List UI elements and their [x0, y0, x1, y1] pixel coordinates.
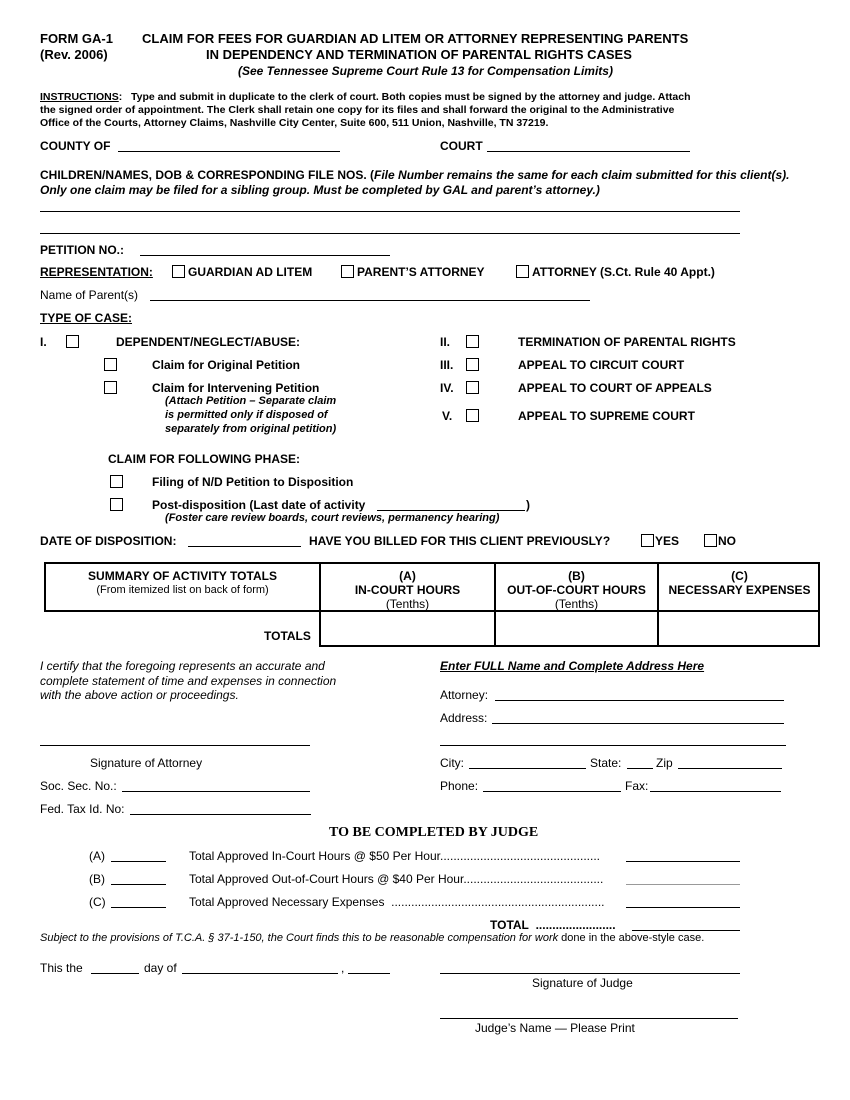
children-note2: Only one claim may be filed for a sibling group. Must be completed by GAL and parent’s attorney.): [40, 183, 600, 197]
judge-total-text: [490, 918, 616, 932]
representation-label: REPRESENTATION:: [40, 265, 153, 279]
instructions-label: INSTRUCTIONS: [40, 91, 119, 103]
col-c-letter: (C): [731, 569, 748, 583]
court-label: COURT: [440, 139, 483, 153]
subject-text-tail: done in the above-style case.: [561, 932, 705, 944]
attorney-signature-field[interactable]: [40, 745, 310, 746]
judge-row-c-dots: ................................................................: [391, 895, 605, 909]
judge-row-a-text: [189, 849, 600, 863]
appeal-court-of-appeals-label: APPEAL TO COURT OF APPEALS: [518, 381, 712, 395]
subject-text-italic: Subject to the provisions of T.C.A. § 37-1-150, the Court finds this to be reasonable compensation for work: [40, 932, 559, 944]
judge-row-c-text: [189, 895, 605, 909]
state-label: State:: [590, 756, 622, 770]
judge-row-c-amount[interactable]: [626, 907, 740, 908]
case-type-5-numeral: V.: [442, 409, 453, 423]
judge-total-label: TOTAL: [490, 918, 529, 932]
parent-name-field[interactable]: [150, 300, 590, 301]
judge-total-amount[interactable]: [632, 930, 740, 931]
intervening-note-1: (Attach Petition – Separate claim: [165, 395, 337, 407]
phone-field[interactable]: [483, 791, 621, 792]
judge-row-a-field[interactable]: [111, 861, 166, 862]
instructions-line3: Office of the Courts, Attorney Claims, Nashville City Center, Suite 600, 511 Union, Nashville, TN 37219.: [40, 117, 549, 129]
ssn-label: Soc. Sec. No.:: [40, 779, 117, 793]
judge-row-a-letter: (A): [89, 849, 105, 863]
fax-label: Fax:: [625, 779, 649, 793]
county-label: COUNTY OF: [40, 139, 111, 153]
judge-row-b-letter: (B): [89, 872, 105, 886]
last-activity-date-field[interactable]: [377, 510, 525, 511]
total-in-court-hours-field[interactable]: [323, 614, 493, 645]
city-field[interactable]: [469, 768, 586, 769]
dependent-neglect-checkbox[interactable]: [66, 335, 79, 348]
summary-title: SUMMARY OF ACTIVITY TOTALS: [88, 569, 277, 583]
attorney-signature-label: Signature of Attorney: [90, 756, 203, 770]
ssn-field[interactable]: [122, 791, 310, 792]
col-a-sub: (Tenths): [385, 597, 430, 611]
judge-row-b-field[interactable]: [111, 884, 166, 885]
date-comma: ,: [341, 961, 345, 975]
intervening-petition-label: Claim for Intervening Petition: [152, 381, 320, 395]
case-type-2-numeral: II.: [440, 335, 451, 349]
judge-row-b-label: Total Approved Out-of-Court Hours @ $40 Per Hour: [189, 872, 464, 886]
case-type-3-numeral: III.: [440, 358, 454, 372]
children-note1: File Number remains the same for each claim submitted for this client(s).: [374, 168, 790, 182]
children-label: CHILDREN/NAMES, DOB & CORRESPONDING FILE NOS. (: [40, 168, 375, 182]
judge-row-a-dots: ................................................: [439, 849, 601, 863]
address-heading: Enter FULL Name and Complete Address Here: [440, 659, 705, 673]
children-field-2[interactable]: [40, 233, 740, 234]
post-disposition-close: ): [526, 498, 530, 512]
appeal-circuit-label: APPEAL TO CIRCUIT COURT: [518, 358, 685, 372]
post-disposition-label: Post-disposition (Last date of activity: [152, 498, 366, 512]
certify-line3: with the above action or proceedings.: [40, 688, 239, 702]
total-out-of-court-hours-field[interactable]: [498, 614, 656, 645]
dependent-neglect-label: DEPENDENT/NEGLECT/ABUSE:: [116, 335, 301, 349]
filing-nd-label: Filing of N/D Petition to Disposition: [152, 475, 354, 489]
billed-no-label: NO: [718, 534, 736, 548]
disposition-date-field[interactable]: [188, 546, 301, 547]
billed-no-checkbox[interactable]: [704, 534, 717, 547]
zip-label: Zip: [656, 756, 673, 770]
address-label: Address:: [440, 711, 488, 725]
total-expenses-field[interactable]: [661, 614, 818, 645]
case-type-4-numeral: IV.: [440, 381, 454, 395]
judge-row-c-label: Total Approved Necessary Expenses: [189, 895, 385, 909]
county-field[interactable]: [118, 151, 340, 152]
attorney-rule40-label: ATTORNEY (S.Ct. Rule 40 Appt.): [532, 265, 715, 279]
petition-field[interactable]: [140, 255, 390, 256]
disposition-label: DATE OF DISPOSITION:: [40, 534, 177, 548]
gal-label: GUARDIAN AD LITEM: [188, 265, 313, 279]
col-a-letter: (A): [399, 569, 416, 583]
phase-label: CLAIM FOR FOLLOWING PHASE:: [108, 452, 300, 466]
col-b-letter: (B): [568, 569, 585, 583]
year-field[interactable]: [348, 973, 390, 974]
address-field[interactable]: [492, 723, 784, 724]
intervening-petition-checkbox[interactable]: [104, 381, 117, 394]
attorney-label: Attorney:: [440, 688, 489, 702]
termination-label: TERMINATION OF PARENTAL RIGHTS: [518, 335, 736, 349]
appeal-supreme-checkbox[interactable]: [466, 409, 479, 422]
case-type-1-numeral: I.: [40, 335, 47, 349]
post-disposition-note: (Foster care review boards, court reviews, permanency hearing): [165, 512, 500, 524]
fax-field[interactable]: [650, 791, 781, 792]
attorney-rule40-checkbox[interactable]: [516, 265, 529, 278]
filing-nd-checkbox[interactable]: [110, 475, 123, 488]
form-revision: (Rev. 2006): [40, 47, 108, 62]
children-field-1[interactable]: [40, 211, 740, 212]
attorney-name-field[interactable]: [495, 700, 784, 701]
judge-signature-field[interactable]: [440, 973, 740, 974]
state-field[interactable]: [627, 768, 653, 769]
instructions-line2: the signed order of appointment. The Clerk shall retain one copy for its files and shall forward the original to the Administrative: [40, 104, 675, 116]
summary-subtitle: (From itemized list on back of form): [96, 584, 269, 596]
judge-row-b-text: [189, 872, 603, 886]
tax-id-field[interactable]: [130, 814, 311, 815]
subject-text: [40, 932, 704, 944]
parents-attorney-checkbox[interactable]: [341, 265, 354, 278]
city-label: City:: [440, 756, 464, 770]
original-petition-checkbox[interactable]: [104, 358, 117, 371]
col-a-label: IN-COURT HOURS: [354, 583, 461, 597]
certify-line2: complete statement of time and expenses in connection: [40, 674, 337, 688]
totals-label: TOTALS: [264, 629, 311, 643]
gal-checkbox[interactable]: [172, 265, 185, 278]
court-field[interactable]: [487, 151, 690, 152]
form-title-line2: IN DEPENDENCY AND TERMINATION OF PARENTAL RIGHTS CASES: [206, 47, 632, 62]
tax-id-label: Fed. Tax Id. No:: [40, 802, 125, 816]
instructions-text1: Type and submit in duplicate to the clerk of court. Both copies must be signed by the attorney and judge. Attach: [131, 91, 691, 103]
judge-row-c-field[interactable]: [111, 907, 166, 908]
day-field[interactable]: [91, 973, 139, 974]
judge-row-b-dots: ..........................................: [463, 872, 604, 886]
appeal-supreme-label: APPEAL TO SUPREME COURT: [518, 409, 695, 423]
judge-signature-label: Signature of Judge: [532, 976, 633, 990]
petition-label: PETITION NO.:: [40, 243, 124, 257]
this-the-label: This the: [40, 961, 83, 975]
judge-total-dots: ........................: [535, 918, 616, 932]
form-id: FORM GA-1: [40, 31, 113, 46]
address-field-2[interactable]: [440, 745, 786, 746]
judge-heading: TO BE COMPLETED BY JUDGE: [329, 825, 539, 840]
month-field[interactable]: [182, 973, 338, 974]
judge-name-label: Judge’s Name — Please Print: [475, 1021, 635, 1035]
appeal-circuit-checkbox[interactable]: [466, 358, 479, 371]
judge-name-field[interactable]: [440, 1018, 738, 1019]
col-b-sub: (Tenths): [554, 597, 599, 611]
judge-row-a-amount[interactable]: [626, 861, 740, 862]
judge-row-c-letter: (C): [89, 895, 106, 909]
judge-row-a-label: Total Approved In-Court Hours @ $50 Per Hour: [189, 849, 440, 863]
certify-line1: I certify that the foregoing represents an accurate and: [40, 659, 325, 673]
form-title-line1: CLAIM FOR FEES FOR GUARDIAN AD LITEM OR ATTORNEY REPRESENTING PARENTS: [142, 31, 689, 46]
col-c-label: NECESSARY EXPENSES: [668, 583, 811, 597]
billed-question: HAVE YOU BILLED FOR THIS CLIENT PREVIOUSLY?: [309, 534, 611, 548]
zip-field[interactable]: [678, 768, 782, 769]
billed-yes-checkbox[interactable]: [641, 534, 654, 547]
col-b-label: OUT-OF-COURT HOURS: [507, 583, 646, 597]
form-subtitle: (See Tennessee Supreme Court Rule 13 for Compensation Limits): [238, 64, 613, 78]
day-of-label: day of: [144, 961, 177, 975]
type-of-case-label: TYPE OF CASE:: [40, 311, 133, 325]
instructions-line1: INSTRUCTIONS: Type and submit in duplicate to the clerk of court. Both copies must be signed by the attorney and judge. Attach: [40, 91, 691, 103]
parents-attorney-label: PARENT’S ATTORNEY: [357, 265, 485, 279]
phone-label: Phone:: [440, 779, 479, 793]
billed-yes-label: YES: [655, 534, 680, 548]
termination-checkbox[interactable]: [466, 335, 479, 348]
children-line1: [40, 168, 789, 182]
intervening-note-3: separately from original petition): [165, 423, 337, 435]
post-disposition-checkbox[interactable]: [110, 498, 123, 511]
judge-row-b-amount[interactable]: [626, 884, 740, 885]
original-petition-label: Claim for Original Petition: [152, 358, 301, 372]
intervening-note-2: is permitted only if disposed of: [165, 409, 328, 421]
appeal-court-of-appeals-checkbox[interactable]: [466, 381, 479, 394]
parent-name-label: Name of Parent(s): [40, 288, 139, 302]
